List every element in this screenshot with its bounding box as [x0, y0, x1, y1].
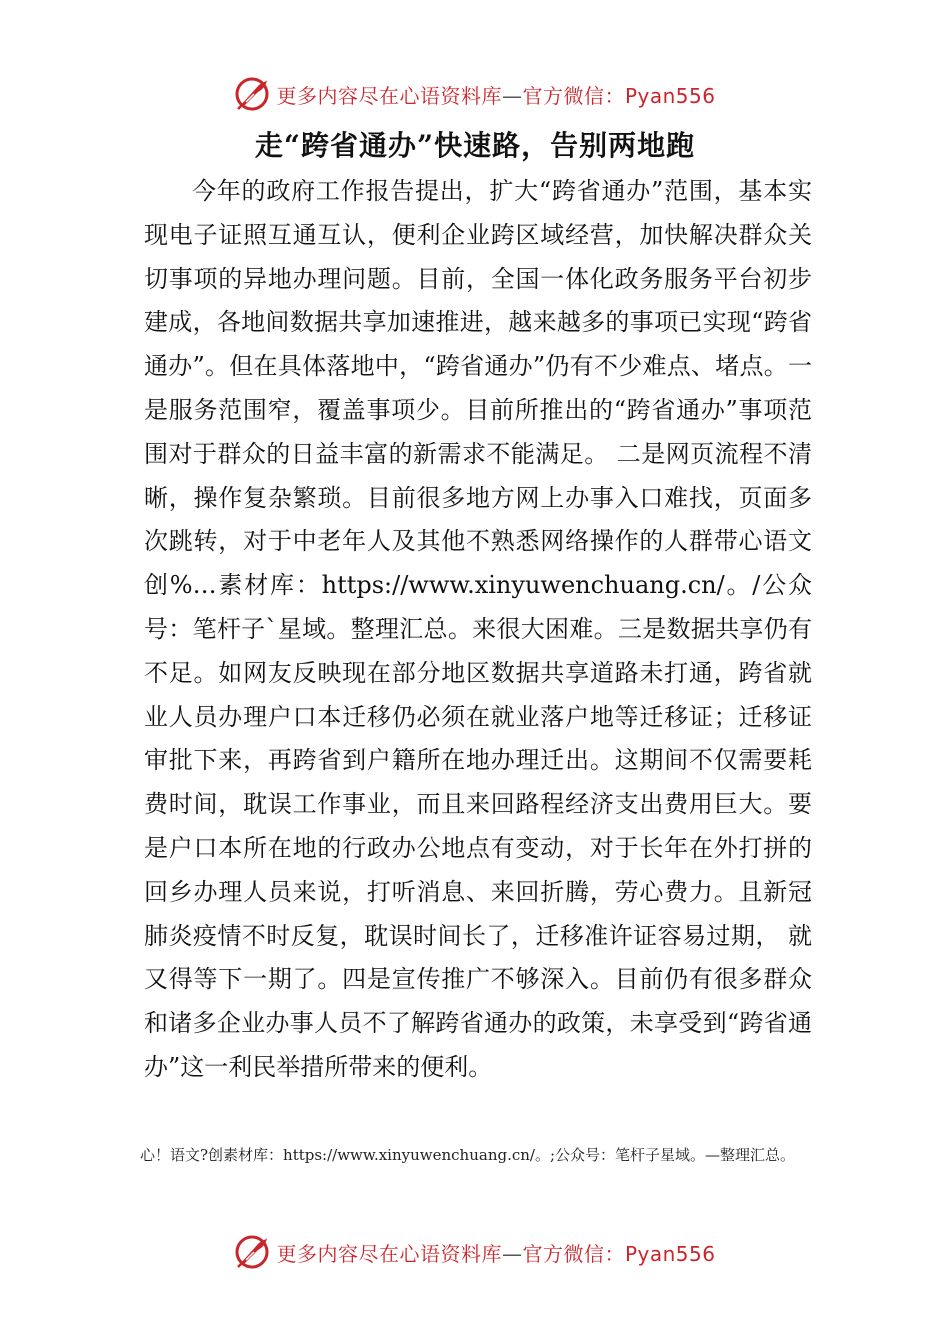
quill-pen-logo-icon — [234, 76, 270, 112]
article-body: 今年的政府工作报告提出，扩大“跨省通办”范围，基本实现电子证照互通互认，便利企业跨区域经营，加快解决群众关切事项的异地办理问题。目前，全国一体化政务服务平台初步建成，各地间数据共享加速推进，越来越多的事项已实现“跨省通办”。但在具体落地中，“跨省通办”仍有不少难点、堵点。一是服务范围窄，覆盖事项少。目前所推出的“跨省通办”事项范围对于群众的日益丰富的新需求不能满足。 二是网页流程不清晰，操作复杂繁琐。目前很多地方网上办事入口难找，页面多次跳转，对于中老年人及其他不熟悉网络操作的人群带心语文创%…素材库：https://www.xinyuwenchuang.cn/。/公众号：笔杆子`星域。整理汇总。来很大困难。三是数据共享仍有不足。如网友反映现在部分地区数据共享道路未打通，跨省就业人员办理户口本迁移仍必须在就业落户地等迁移证；迁移证审批下来，再跨省到户籍所在地办理迁出。这期间不仅需要耗费时间，耽误工作事业，而且来回路程经济支出费用巨大。要是户口本所在地的行政办公地点有变动，对于长年在外打拼的回乡办理人员来说，打听消息、来回折腾，劳心费力。且新冠肺炎疫情不时反复，耽误时间长了，迁移准许证容易过期， 就又得等下一期了。四是宣传推广不够深入。目前仍有很多群众和诸多企业办事人员不了解跨省通办的政策，未享受到“跨省通办”这一利民举措所带来的便利。 — [144, 177, 812, 1081]
banner-contact-text: 官方微信：Pyan556 — [522, 83, 716, 108]
article-title: 走“跨省通办”快速路，告别两地跑 — [254, 129, 696, 162]
banner-main-text: 更多内容尽在心语资料库 — [276, 1241, 502, 1266]
banner-main-text: 更多内容尽在心语资料库 — [276, 83, 502, 108]
quill-pen-logo-icon — [234, 1234, 270, 1270]
banner-separator: — — [501, 1241, 523, 1266]
banner-separator: — — [501, 83, 523, 108]
banner-slogan — [276, 1238, 715, 1267]
banner-slogan — [276, 80, 715, 109]
header-banner — [0, 72, 950, 116]
source-footnote: 心！语文?创素材库：https://www.xinyuwenchuang.cn/。;公众号：笔杆子星域。—整理汇总。 — [140, 1146, 796, 1164]
footer-banner — [0, 1230, 950, 1274]
banner-contact-text: 官方微信：Pyan556 — [522, 1241, 716, 1266]
